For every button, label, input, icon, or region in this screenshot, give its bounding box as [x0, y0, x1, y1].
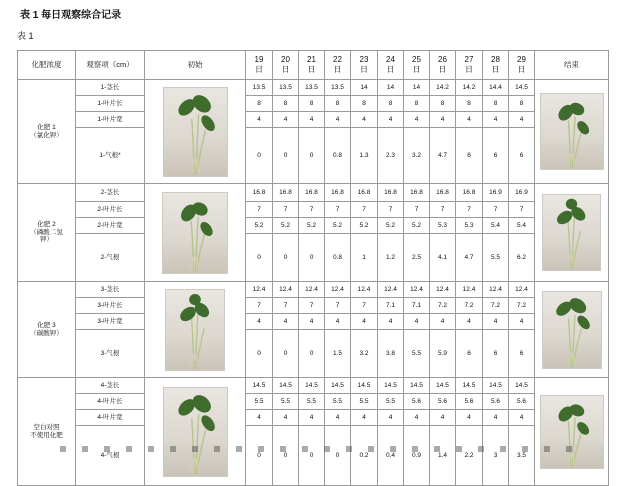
header-day-29 — [509, 51, 535, 80]
value-cell: 5.6 — [509, 394, 535, 410]
fertilizer-label-line: 化肥 2 — [37, 221, 56, 229]
table-row — [18, 202, 609, 218]
table-row — [18, 218, 609, 234]
value-cell: 16.9 — [509, 184, 535, 202]
header-day-22 — [325, 51, 351, 80]
fertilizer-label-line: （碳酸钾） — [30, 329, 63, 337]
value-cell: 14.5 — [404, 378, 430, 394]
value-cell: 8 — [246, 96, 273, 112]
table-row — [18, 330, 609, 378]
fertilizer-label-line: 钾） — [40, 236, 53, 244]
observation-item: 4-叶片宽 — [76, 410, 145, 426]
value-cell: 7.2 — [430, 298, 456, 314]
value-cell: 1.3 — [351, 128, 378, 184]
value-cell: 5.5 — [325, 394, 351, 410]
plant-photo — [162, 192, 228, 274]
value-cell: 5.9 — [430, 330, 456, 378]
table-row — [18, 282, 609, 298]
value-cell: 8 — [456, 96, 483, 112]
plant-photo — [540, 395, 604, 469]
start-photo-cell — [145, 282, 246, 378]
day-number: 25 — [412, 55, 421, 65]
day-unit: 日 — [333, 65, 342, 74]
value-cell: 1 — [351, 234, 378, 282]
value-cell: 5.6 — [456, 394, 483, 410]
value-cell: 8 — [378, 96, 404, 112]
day-number: 29 — [517, 55, 526, 65]
value-cell: 16.9 — [483, 184, 509, 202]
value-cell: 5.5 — [378, 394, 404, 410]
value-cell: 7.2 — [509, 298, 535, 314]
value-cell: 5.3 — [430, 218, 456, 234]
value-cell: 0 — [299, 234, 325, 282]
value-cell: 7 — [299, 202, 325, 218]
day-unit: 日 — [360, 65, 368, 74]
observation-item: 3-叶片长 — [76, 298, 145, 314]
observation-table — [17, 50, 609, 486]
value-cell: 0 — [273, 330, 299, 378]
header-day-27 — [456, 51, 483, 80]
value-cell: 4 — [509, 112, 535, 128]
value-cell: 4 — [299, 410, 325, 426]
observation-item: 4-叶片长 — [76, 394, 145, 410]
value-cell: 14.5 — [273, 378, 299, 394]
day-unit: 日 — [281, 65, 290, 74]
value-cell: 8 — [430, 96, 456, 112]
value-cell: 4 — [456, 410, 483, 426]
value-cell: 4 — [273, 314, 299, 330]
value-cell: 13.5 — [273, 80, 299, 96]
observation-item: 2-叶片长 — [76, 202, 145, 218]
day-unit: 日 — [517, 65, 526, 74]
value-cell: 2.3 — [378, 128, 404, 184]
observation-item: 4-气根 — [76, 426, 145, 486]
value-cell: 4 — [456, 314, 483, 330]
value-cell: 6 — [456, 128, 483, 184]
value-cell: 14.2 — [430, 80, 456, 96]
value-cell: 7.2 — [456, 298, 483, 314]
value-cell: 0 — [299, 128, 325, 184]
value-cell: 4 — [351, 410, 378, 426]
value-cell: 0 — [299, 426, 325, 486]
value-cell: 6 — [483, 330, 509, 378]
value-cell: 2.2 — [456, 426, 483, 486]
value-cell: 0.8 — [325, 128, 351, 184]
observation-item: 1-叶片宽 — [76, 112, 145, 128]
value-cell: 3.2 — [404, 128, 430, 184]
value-cell: 12.4 — [456, 282, 483, 298]
start-photo-cell — [145, 378, 246, 486]
value-cell: 7 — [273, 202, 299, 218]
header-day-19 — [246, 51, 273, 80]
table-row — [18, 298, 609, 314]
value-cell: 5.4 — [483, 218, 509, 234]
value-cell: 4 — [483, 410, 509, 426]
value-cell: 7 — [430, 202, 456, 218]
value-cell: 5.2 — [273, 218, 299, 234]
observation-item: 4-茎长 — [76, 378, 145, 394]
value-cell: 7 — [509, 202, 535, 218]
value-cell: 7 — [273, 298, 299, 314]
day-number: 22 — [333, 55, 342, 65]
value-cell: 16.8 — [325, 184, 351, 202]
day-unit: 日 — [412, 65, 421, 74]
value-cell: 4 — [351, 314, 378, 330]
value-cell: 14 — [404, 80, 430, 96]
value-cell: 12.4 — [404, 282, 430, 298]
value-cell: 5.2 — [246, 218, 273, 234]
value-cell: 2.5 — [404, 234, 430, 282]
header-item: 观察项（cm） — [76, 51, 145, 80]
value-cell: 0.8 — [325, 234, 351, 282]
value-cell: 4 — [378, 410, 404, 426]
value-cell: 14.5 — [509, 378, 535, 394]
table-row — [18, 314, 609, 330]
value-cell: 7 — [299, 298, 325, 314]
day-number: 26 — [438, 55, 447, 65]
header-end: 结束 — [535, 51, 609, 80]
table-row — [18, 234, 609, 282]
value-cell: 0 — [246, 128, 273, 184]
value-cell: 7 — [404, 202, 430, 218]
value-cell: 3.2 — [351, 330, 378, 378]
value-cell: 4 — [325, 410, 351, 426]
header-start: 初始 — [145, 51, 246, 80]
value-cell: 5.6 — [483, 394, 509, 410]
day-unit: 日 — [465, 65, 473, 74]
value-cell: 4 — [246, 410, 273, 426]
end-photo-cell — [535, 282, 609, 378]
value-cell: 4 — [483, 314, 509, 330]
value-cell: 1.2 — [378, 234, 404, 282]
value-cell: 14 — [378, 80, 404, 96]
observation-item: 2-叶片宽 — [76, 218, 145, 234]
day-number: 24 — [386, 55, 395, 65]
observation-item: 1-叶片长 — [76, 96, 145, 112]
value-cell: 16.8 — [404, 184, 430, 202]
header-day-23 — [351, 51, 378, 80]
value-cell: 0 — [299, 330, 325, 378]
table-caption: 表 1 — [17, 31, 34, 41]
value-cell: 4 — [404, 410, 430, 426]
observation-item: 2-茎长 — [76, 184, 145, 202]
value-cell: 0.2 — [351, 426, 378, 486]
table-row — [18, 378, 609, 394]
value-cell: 14.5 — [378, 378, 404, 394]
value-cell: 16.8 — [430, 184, 456, 202]
value-cell: 14.5 — [456, 378, 483, 394]
header-day-20 — [273, 51, 299, 80]
value-cell: 13.5 — [299, 80, 325, 96]
end-photo-cell — [535, 184, 609, 282]
value-cell: 16.8 — [299, 184, 325, 202]
value-cell: 7 — [325, 298, 351, 314]
start-photo-cell — [145, 80, 246, 184]
value-cell: 14.5 — [246, 378, 273, 394]
value-cell: 12.4 — [273, 282, 299, 298]
value-cell: 4 — [299, 112, 325, 128]
fertilizer-label — [18, 282, 76, 378]
header-fertilizer: 化肥浓度 — [18, 51, 76, 80]
value-cell: 4 — [351, 112, 378, 128]
value-cell: 5.3 — [456, 218, 483, 234]
value-cell: 4.1 — [430, 234, 456, 282]
value-cell: 14.5 — [351, 378, 378, 394]
value-cell: 14.5 — [325, 378, 351, 394]
observation-item: 1-气根* — [76, 128, 145, 184]
value-cell: 4 — [404, 314, 430, 330]
plant-photo — [540, 93, 604, 170]
value-cell: 7 — [325, 202, 351, 218]
value-cell: 4 — [378, 112, 404, 128]
value-cell: 5.2 — [378, 218, 404, 234]
value-cell: 14.5 — [430, 378, 456, 394]
value-cell: 5.5 — [483, 234, 509, 282]
value-cell: 12.4 — [299, 282, 325, 298]
header-day-28 — [483, 51, 509, 80]
value-cell: 5.5 — [299, 394, 325, 410]
value-cell: 14 — [351, 80, 378, 96]
value-cell: 5.6 — [404, 394, 430, 410]
value-cell: 8 — [509, 96, 535, 112]
day-number: 20 — [281, 55, 290, 65]
end-photo-cell — [535, 80, 609, 184]
value-cell: 4 — [246, 314, 273, 330]
document-title: 表 1 每日观察综合记录 — [20, 10, 122, 21]
value-cell: 7 — [483, 202, 509, 218]
value-cell: 8 — [299, 96, 325, 112]
value-cell: 16.8 — [246, 184, 273, 202]
observation-item: 2-气根 — [76, 234, 145, 282]
value-cell: 5.4 — [509, 218, 535, 234]
plant-photo — [163, 387, 228, 477]
value-cell: 12.4 — [351, 282, 378, 298]
plant-photo — [163, 87, 228, 177]
value-cell: 4 — [430, 112, 456, 128]
table-row — [18, 112, 609, 128]
table-row — [18, 80, 609, 96]
fertilizer-label — [18, 184, 76, 282]
value-cell: 8 — [404, 96, 430, 112]
plant-photo — [542, 194, 601, 271]
plant-photo — [542, 291, 602, 369]
value-cell: 14.5 — [509, 80, 535, 96]
value-cell: 0 — [246, 330, 273, 378]
value-cell: 0 — [325, 426, 351, 486]
value-cell: 4 — [509, 314, 535, 330]
header-day-24 — [378, 51, 404, 80]
fertilizer-label — [18, 378, 76, 486]
value-cell: 0 — [273, 128, 299, 184]
day-number: 21 — [307, 55, 316, 65]
value-cell: 5.5 — [351, 394, 378, 410]
value-cell: 8 — [325, 96, 351, 112]
table-row — [18, 426, 609, 486]
value-cell: 6 — [483, 128, 509, 184]
value-cell: 4 — [246, 112, 273, 128]
table-row — [18, 410, 609, 426]
fertilizer-label-line: 不使用化肥 — [30, 431, 63, 439]
value-cell: 4 — [509, 410, 535, 426]
value-cell: 6.2 — [509, 234, 535, 282]
observation-item: 1-茎长 — [76, 80, 145, 96]
value-cell: 5.2 — [299, 218, 325, 234]
value-cell: 4 — [456, 112, 483, 128]
value-cell: 4 — [430, 410, 456, 426]
value-cell: 5.6 — [430, 394, 456, 410]
value-cell: 13.5 — [246, 80, 273, 96]
day-unit: 日 — [386, 65, 395, 74]
value-cell: 12.4 — [430, 282, 456, 298]
value-cell: 8 — [273, 96, 299, 112]
value-cell: 7 — [246, 202, 273, 218]
value-cell: 12.4 — [378, 282, 404, 298]
value-cell: 0 — [246, 234, 273, 282]
value-cell: 4 — [273, 112, 299, 128]
fertilizer-label — [18, 80, 76, 184]
value-cell: 0.9 — [404, 426, 430, 486]
value-cell: 14.5 — [483, 378, 509, 394]
value-cell: 6 — [456, 330, 483, 378]
end-photo-cell — [535, 378, 609, 486]
value-cell: 12.4 — [483, 282, 509, 298]
value-cell: 1.4 — [430, 426, 456, 486]
start-photo-cell — [145, 184, 246, 282]
table-row — [18, 96, 609, 112]
value-cell: 5.2 — [351, 218, 378, 234]
fertilizer-label-line: （磷酸二氢 — [30, 228, 63, 236]
value-cell: 1.5 — [325, 330, 351, 378]
value-cell: 16.8 — [273, 184, 299, 202]
value-cell: 8 — [483, 96, 509, 112]
value-cell: 7.1 — [378, 298, 404, 314]
observation-item: 3-茎长 — [76, 282, 145, 298]
value-cell: 4 — [483, 112, 509, 128]
value-cell: 3.8 — [378, 330, 404, 378]
value-cell: 8 — [351, 96, 378, 112]
header-day-26 — [430, 51, 456, 80]
value-cell: 3.5 — [509, 426, 535, 486]
value-cell: 14.5 — [299, 378, 325, 394]
day-unit: 日 — [438, 65, 447, 74]
fertilizer-label-line: 空白对照 — [33, 424, 60, 432]
header-day-21 — [299, 51, 325, 80]
value-cell: 16.8 — [351, 184, 378, 202]
value-cell: 12.4 — [325, 282, 351, 298]
day-unit: 日 — [307, 65, 316, 74]
day-number: 27 — [464, 55, 474, 65]
value-cell: 5.5 — [273, 394, 299, 410]
table-row — [18, 394, 609, 410]
value-cell: 7 — [351, 202, 378, 218]
value-cell: 4 — [430, 314, 456, 330]
value-cell: 5.5 — [404, 330, 430, 378]
value-cell: 4 — [325, 112, 351, 128]
fertilizer-label-line: 化肥 3 — [37, 322, 56, 330]
value-cell: 16.8 — [378, 184, 404, 202]
value-cell: 7.1 — [404, 298, 430, 314]
value-cell: 12.4 — [246, 282, 273, 298]
value-cell: 4 — [299, 314, 325, 330]
value-cell: 0 — [273, 426, 299, 486]
observation-item: 3-气根 — [76, 330, 145, 378]
fertilizer-label-line: 化肥 1 — [37, 124, 56, 132]
value-cell: 14.2 — [456, 80, 483, 96]
cropped-text-remnant — [60, 446, 580, 452]
day-number: 19 — [254, 55, 264, 65]
table-row — [18, 184, 609, 202]
day-unit: 日 — [491, 65, 500, 74]
day-number: 28 — [491, 55, 500, 65]
observation-item: 3-叶片宽 — [76, 314, 145, 330]
value-cell: 0 — [246, 426, 273, 486]
value-cell: 12.4 — [509, 282, 535, 298]
value-cell: 4 — [273, 410, 299, 426]
day-unit: 日 — [255, 65, 263, 74]
value-cell: 0 — [273, 234, 299, 282]
value-cell: 6 — [509, 128, 535, 184]
value-cell: 5.2 — [325, 218, 351, 234]
value-cell: 7 — [378, 202, 404, 218]
day-number: 23 — [359, 55, 369, 65]
value-cell: 16.8 — [456, 184, 483, 202]
plant-photo — [165, 289, 225, 371]
table-row — [18, 128, 609, 184]
value-cell: 14.4 — [483, 80, 509, 96]
value-cell: 4 — [378, 314, 404, 330]
value-cell: 5.2 — [404, 218, 430, 234]
value-cell: 6 — [509, 330, 535, 378]
fertilizer-label-line: （氯化钾） — [30, 131, 63, 139]
value-cell: 7.2 — [483, 298, 509, 314]
value-cell: 7 — [456, 202, 483, 218]
value-cell: 4 — [404, 112, 430, 128]
value-cell: 3 — [483, 426, 509, 486]
value-cell: 4.7 — [456, 234, 483, 282]
value-cell: 13.5 — [325, 80, 351, 96]
value-cell: 0.4 — [378, 426, 404, 486]
value-cell: 4.7 — [430, 128, 456, 184]
value-cell: 4 — [325, 314, 351, 330]
value-cell: 7 — [351, 298, 378, 314]
header-day-25 — [404, 51, 430, 80]
value-cell: 7 — [246, 298, 273, 314]
value-cell: 5.5 — [246, 394, 273, 410]
